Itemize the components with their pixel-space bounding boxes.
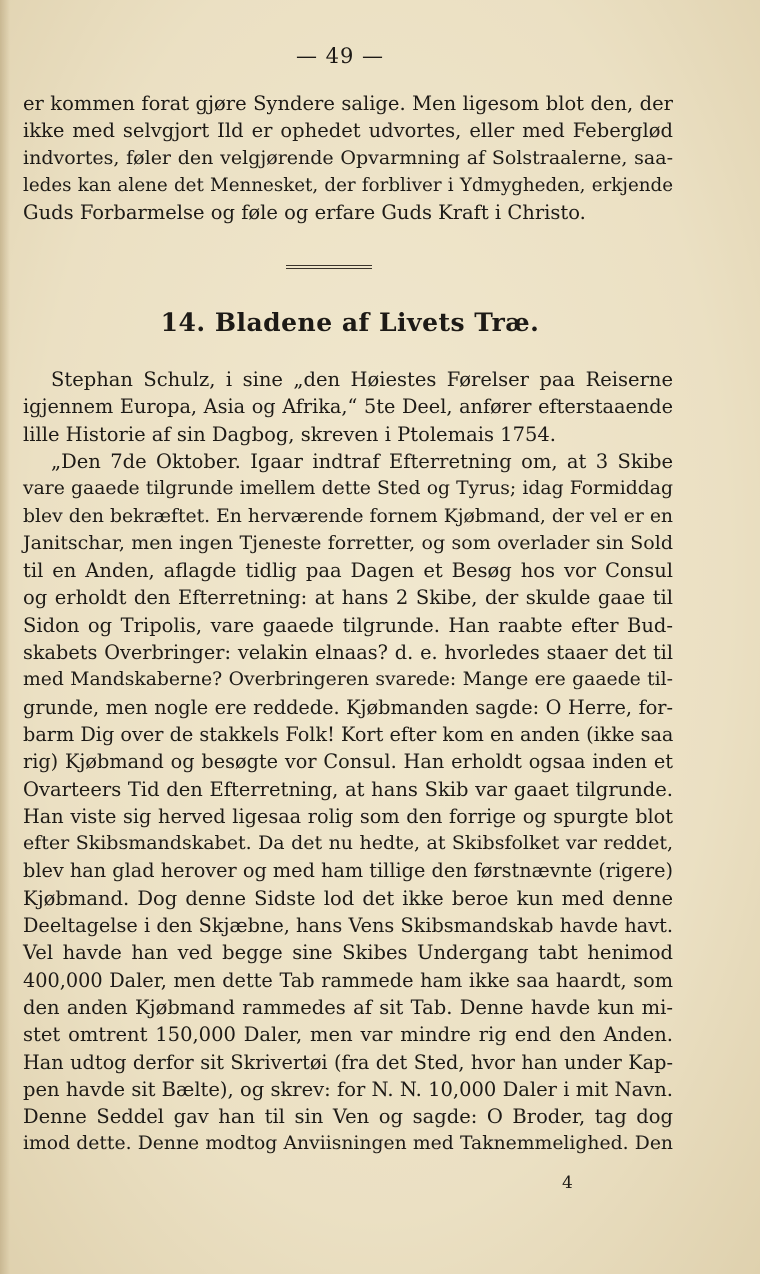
text-line: Stephan Schulz, i sine „den Høiestes Førelser paa Reiserne — [51, 368, 673, 391]
text-line: Denne Seddel gav han til sin Ven og sagde: O Broder, tag dog — [23, 1105, 673, 1129]
text-line: med Mandskaberne? Overbringeren svarede: Mange ere gaaede til- — [23, 669, 673, 691]
text-line: imod dette. Denne modtog Anviisningen med Taknemmelighed. Den — [23, 1133, 673, 1155]
text-line: „Den 7de Oktober. Igaar indtraf Efterretning om, at 3 Skibe — [51, 450, 673, 473]
binding-edge — [0, 0, 10, 1274]
text-line: til en Anden, aflagde tidlig paa Dagen et Besøg hos vor Consul — [23, 559, 673, 583]
text-line: den anden Kjøbmand rammedes af sit Tab. Denne havde kun mi- — [23, 995, 673, 1019]
signature-mark: 4 — [562, 1173, 573, 1193]
body-paragraph-1 — [23, 366, 673, 448]
text-line: igjennem Europa, Asia og Afrika,“ 5te Deel, anfører efterstaaende — [23, 395, 673, 419]
body-paragraph-2 — [23, 448, 673, 1158]
opening-paragraph — [23, 90, 673, 226]
text-line: barm Dig over de stakkels Folk! Kort efter kom en anden (ikke saa — [23, 722, 674, 746]
text-line: indvortes, føler den velgjørende Opvarmning af Solstraalerne, saa- — [23, 146, 673, 169]
section-heading: 14. Bladene af Livets Træ. — [160, 308, 540, 337]
text-line: vare gaaede tilgrunde imellem dette Sted og Tyrus; idag Formiddag — [23, 478, 673, 500]
text-line: grunde, men nogle ere reddede. Kjøbmanden sagde: O Herre, for- — [23, 695, 673, 719]
text-line: er kommen forat gjøre Syndere salige. Men ligesom blot den, der — [23, 92, 673, 115]
text-line: Janitschar, men ingen Tjeneste forretter, og som overlader sin Sold — [23, 531, 673, 554]
page-number: — 49 — — [295, 44, 385, 68]
text-line: Vel havde han ved begge sine Skibes Undergang tabt henimod — [23, 941, 673, 965]
text-line: Ovarteers Tid den Efterretning, at hans Skib var gaaet tilgrunde. — [23, 777, 673, 801]
text-line: 400,000 Daler, men dette Tab rammede ham ikke saa haardt, som — [23, 968, 673, 992]
text-line: Sidon og Tripolis, vare gaaede tilgrunde. Han raabte efter Bud- — [23, 613, 673, 637]
text-line: pen havde sit Bælte), og skrev: for N. N. 10,000 Daler i mit Navn. — [23, 1077, 673, 1101]
text-line: Han udtog derfor sit Skrivertøi (fra det Sted, hvor han under Kap- — [23, 1050, 673, 1074]
section-divider — [286, 265, 372, 269]
text-line: efter Skibsmandskabet. Da det nu hedte, at Skibsfolket var reddet, — [23, 832, 673, 855]
text-line: og erholdt den Efterretning: at hans 2 Skibe, der skulde gaae til — [23, 586, 673, 610]
text-line: ledes kan alene det Mennesket, der forbliver i Ydmygheden, erkjende — [23, 174, 673, 196]
text-line: Kjøbmand. Dog denne Sidste lod det ikke beroe kun med denne — [23, 886, 673, 910]
text-line: Han viste sig herved ligesaa rolig som den forrige og spurgte blot — [23, 804, 673, 828]
text-line: blev den bekræftet. En herværende fornem Kjøbmand, der vel er en — [23, 505, 673, 527]
text-line: skabets Overbringer: velakin elnaas? d. e. hvorledes staaer det til — [23, 641, 673, 665]
text-line: rig) Kjøbmand og besøgte vor Consul. Han erholdt ogsaa inden et — [23, 750, 673, 774]
text-line: Guds Forbarmelse og føle og erfare Guds Kraft i Christo. — [23, 201, 586, 225]
text-line: ikke med selvgjort Ild er ophedet udvortes, eller med Feberglød — [23, 119, 673, 143]
text-line: Deeltagelse i den Skjæbne, hans Vens Skibsmandskab havde havt. — [23, 914, 673, 938]
text-line: lille Historie af sin Dagbog, skreven i Ptolemais 1754. — [23, 422, 556, 446]
text-line: blev han glad herover og med ham tillige den førstnævnte (rigere) — [23, 859, 673, 883]
text-line: stet omtrent 150,000 Daler, men var mindre rig end den Anden. — [23, 1023, 673, 1047]
